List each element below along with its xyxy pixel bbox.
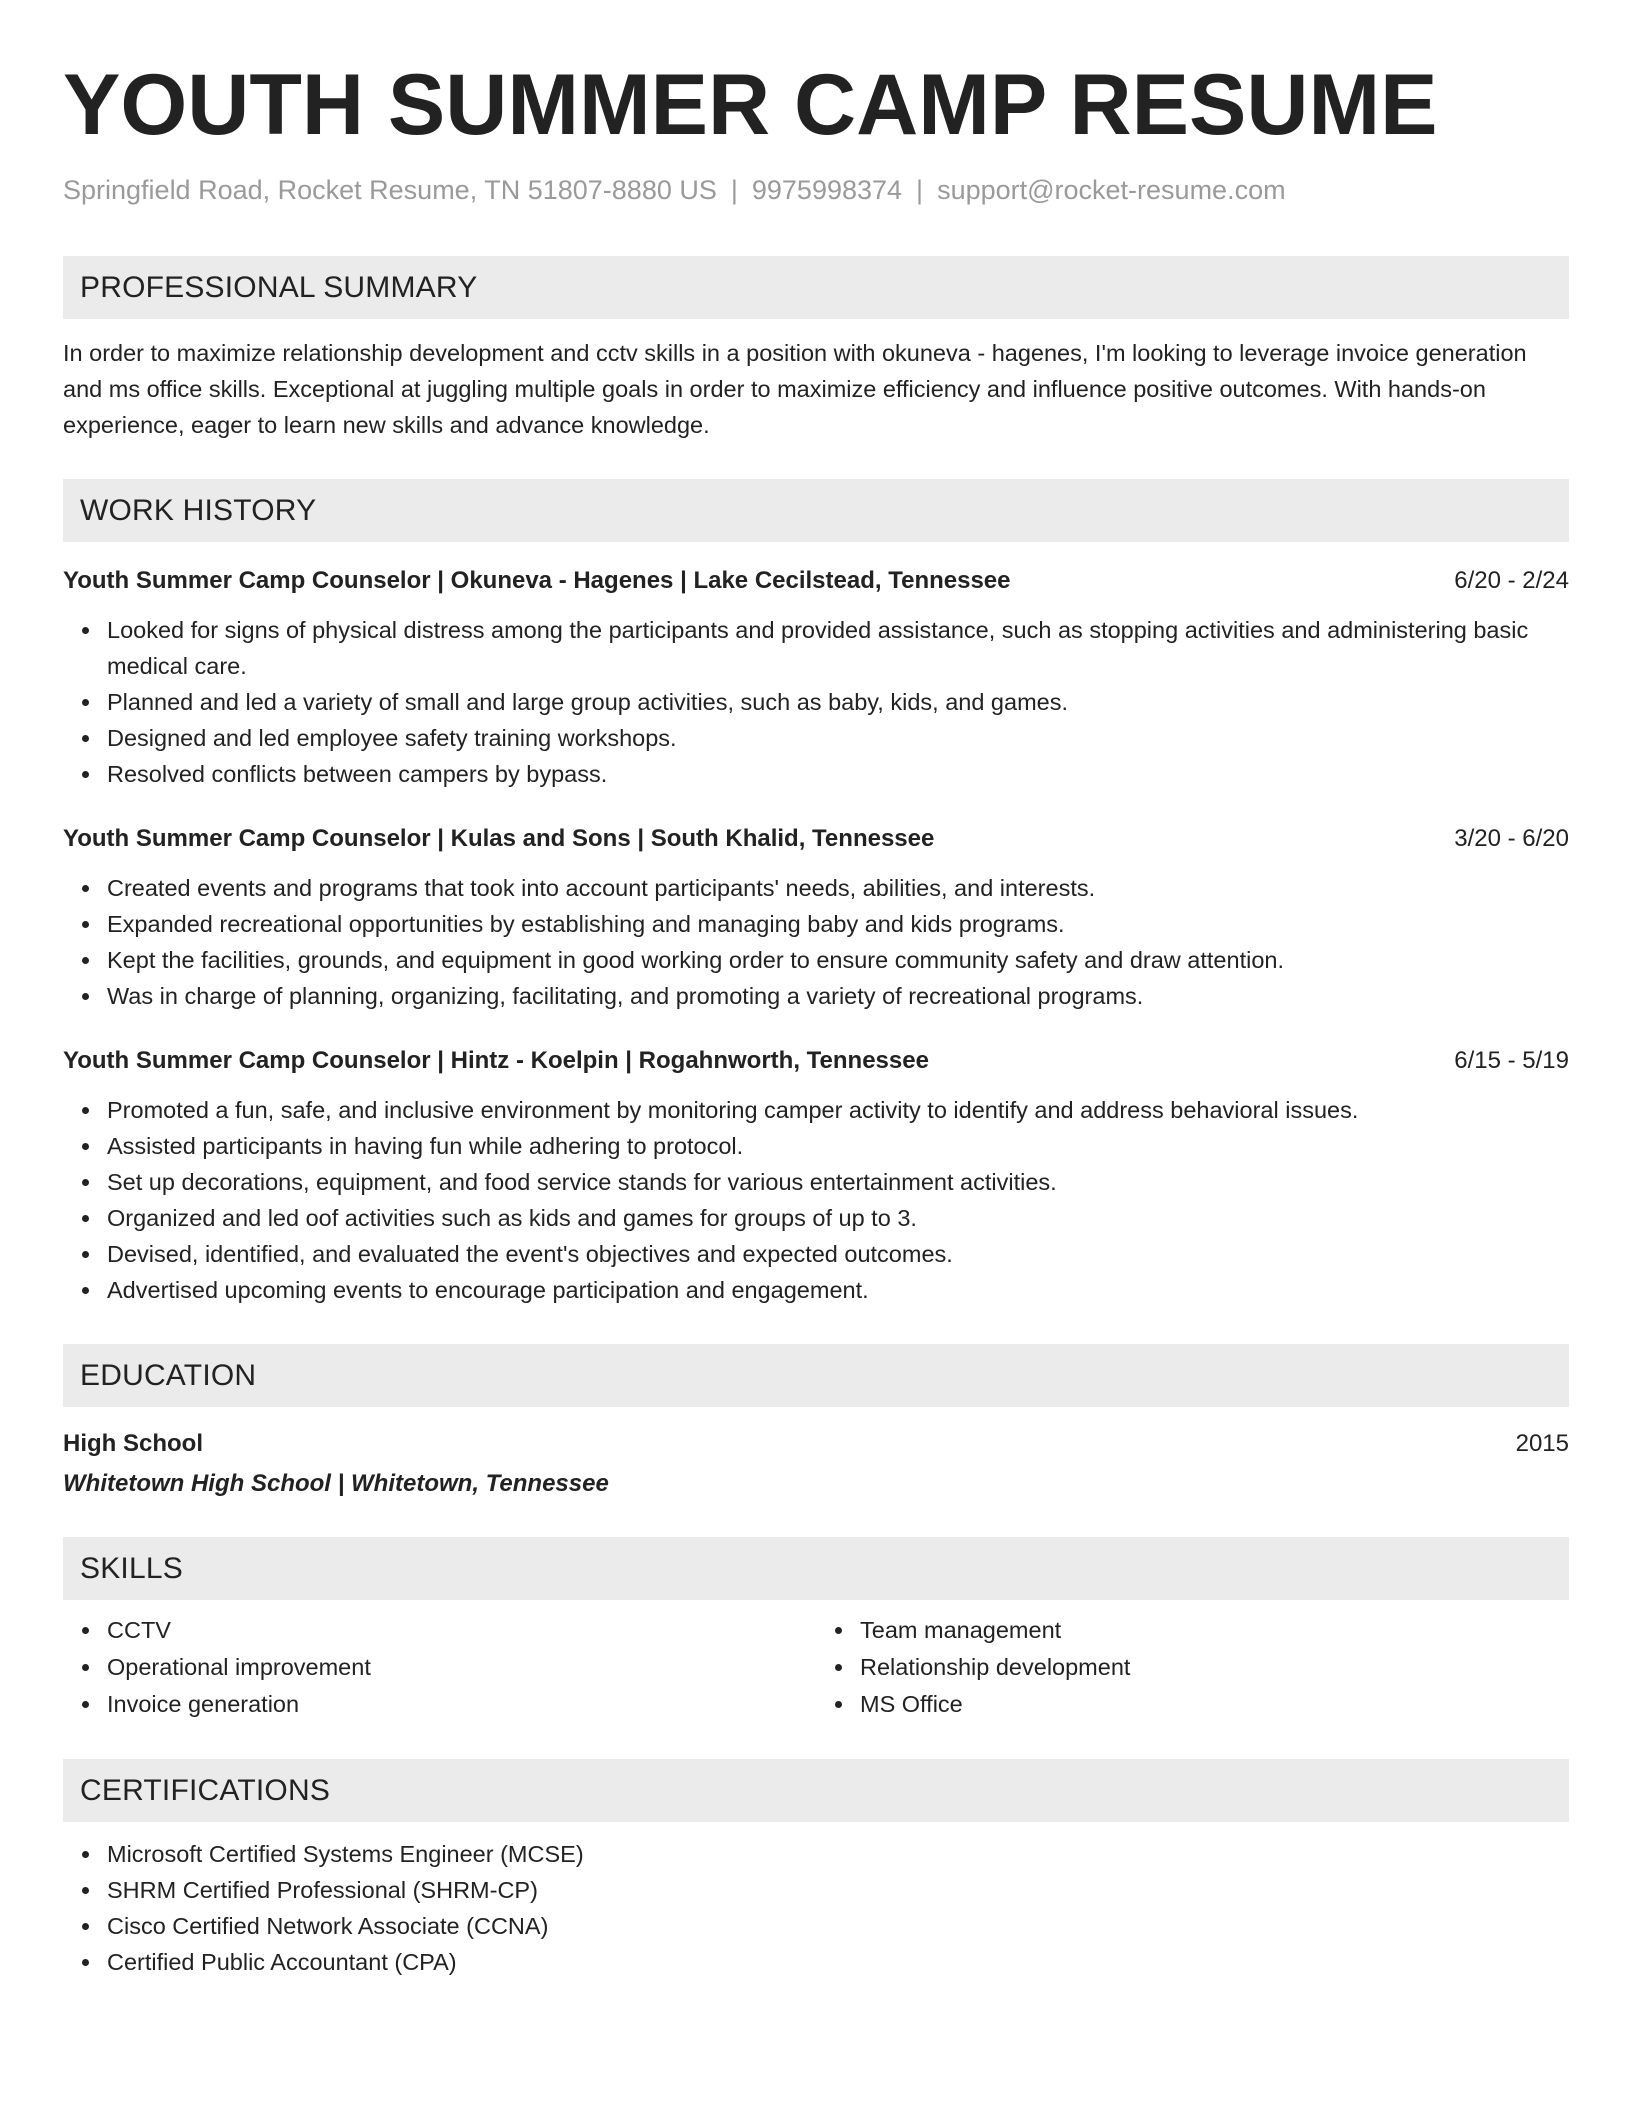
skills-column-right: [816, 1612, 1569, 1723]
contact-line: [63, 172, 1569, 208]
job-bullet: Devised, identified, and evaluated the event's objectives and expected outcomes.: [107, 1236, 1569, 1272]
contact-phone: 9975998374: [751, 175, 903, 205]
job-bullet: Planned and led a variety of small and large group activities, such as baby, kids, and games.: [107, 684, 1569, 720]
job-bullets: [63, 870, 1569, 1014]
education-school: Whitetown High School | Whitetown, Tennessee: [63, 1470, 609, 1497]
job-entry: [63, 822, 1569, 1014]
job-bullet: Created events and programs that took into account participants' needs, abilities, and interests.: [107, 870, 1569, 906]
section-heading-skills: SKILLS: [63, 1537, 1569, 1600]
job-title: Youth Summer Camp Counselor | Kulas and Sons | South Khalid, Tennessee: [63, 825, 935, 852]
job-bullet: Assisted participants in having fun while adhering to protocol.: [107, 1128, 1569, 1164]
job-bullet: Advertised upcoming events to encourage participation and engagement.: [107, 1272, 1569, 1308]
certifications-list: [63, 1836, 1569, 1980]
skill-item: Operational improvement: [107, 1649, 816, 1686]
job-bullet: Was in charge of planning, organizing, facilitating, and promoting a variety of recreational programs.: [107, 978, 1569, 1014]
education-header: [63, 1427, 1569, 1461]
certification-item: Cisco Certified Network Associate (CCNA): [107, 1908, 1569, 1944]
job-dates: 6/15 - 5/19: [1454, 1047, 1569, 1074]
summary-text: In order to maximize relationship development and cctv skills in a position with okuneva - hagenes, I'm looking to leverage invoice generation and ms office skills. Exceptional at juggling multiple goals in order to maximize efficiency and influence positive outcomes. With hands-on experience, eager to learn new skills and advance knowledge.: [63, 340, 1527, 438]
certification-item: Certified Public Accountant (CPA): [107, 1944, 1569, 1980]
education-entry: [63, 1427, 1569, 1501]
job-bullets: [63, 612, 1569, 792]
education-degree: High School: [63, 1430, 203, 1457]
skills-column-left: [63, 1612, 816, 1723]
job-title: Youth Summer Camp Counselor | Hintz - Koelpin | Rogahnworth, Tennessee: [63, 1047, 929, 1074]
job-entry: [63, 564, 1569, 792]
contact-separator: |: [730, 175, 738, 205]
job-dates: 3/20 - 6/20: [1454, 825, 1569, 852]
job-title: Youth Summer Camp Counselor | Okuneva - Hagenes | Lake Cecilstead, Tennessee: [63, 567, 1011, 594]
section-heading-work-history: WORK HISTORY: [63, 479, 1569, 542]
job-header: [63, 1044, 1569, 1078]
certification-item: SHRM Certified Professional (SHRM-CP): [107, 1872, 1569, 1908]
education-year: 2015: [1515, 1430, 1569, 1457]
skill-item: CCTV: [107, 1612, 816, 1649]
resume-title: YOUTH SUMMER CAMP RESUME: [63, 57, 1438, 153]
job-bullet: Designed and led employee safety training workshops.: [107, 720, 1569, 756]
contact-separator: |: [916, 175, 924, 205]
job-bullet: Kept the facilities, grounds, and equipment in good working order to ensure community safety and draw attention.: [107, 942, 1569, 978]
certification-item: Microsoft Certified Systems Engineer (MCSE): [107, 1836, 1569, 1872]
job-bullet: Set up decorations, equipment, and food service stands for various entertainment activities.: [107, 1164, 1569, 1200]
job-entry: [63, 1044, 1569, 1308]
skill-item: MS Office: [860, 1686, 1569, 1723]
skills-list: [63, 1612, 1569, 1723]
job-bullet: Expanded recreational opportunities by establishing and managing baby and kids programs.: [107, 906, 1569, 942]
job-bullets: [63, 1092, 1569, 1308]
job-dates: 6/20 - 2/24: [1454, 567, 1569, 594]
job-header: [63, 564, 1569, 598]
contact-address: Springfield Road, Rocket Resume, TN 51807-8880 US: [63, 175, 717, 205]
section-heading-summary: PROFESSIONAL SUMMARY: [63, 256, 1569, 319]
job-bullet: Organized and led oof activities such as kids and games for groups of up to 3.: [107, 1200, 1569, 1236]
job-bullet: Resolved conflicts between campers by bypass.: [107, 756, 1569, 792]
section-heading-education: EDUCATION: [63, 1344, 1569, 1407]
skill-item: Invoice generation: [107, 1686, 816, 1723]
job-bullet: Promoted a fun, safe, and inclusive environment by monitoring camper activity to identify and address behavioral issues.: [107, 1092, 1569, 1128]
skill-item: Relationship development: [860, 1649, 1569, 1686]
job-header: [63, 822, 1569, 856]
section-heading-certifications: CERTIFICATIONS: [63, 1759, 1569, 1822]
job-bullet: Looked for signs of physical distress among the participants and provided assistance, such as stopping activities and administering basic medical care.: [107, 612, 1569, 684]
contact-email: support@rocket-resume.com: [937, 175, 1286, 205]
certification-bullets: [63, 1836, 1569, 1980]
skill-item: Team management: [860, 1612, 1569, 1649]
